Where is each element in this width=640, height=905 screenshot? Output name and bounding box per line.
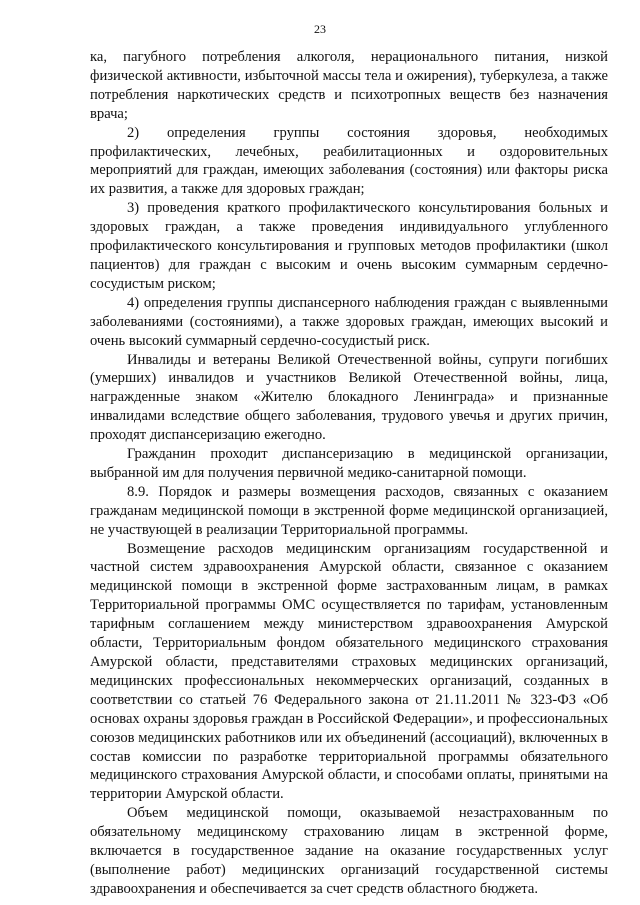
- paragraph-item-2: 2) определения группы состояния здоровья, необходимых профилактических, лечебных, реабилитационных и оздоровительных мероприятий для граждан, имеющих заболевания (состояния) или факторы риска их развития, а также для здоровых граждан;: [90, 124, 608, 198]
- paragraph-citizen: Гражданин проходит диспансеризацию в медицинской организации, выбранной им для получения первичной медико-санитарной помощи.: [90, 446, 608, 481]
- paragraph-item-4: 4) определения группы диспансерного наблюдения граждан с выявленными заболеваниями (состояниями), а также здоровых граждан, имеющих высокий и очень высокий суммарный сердечно-сосудистый риск.: [90, 294, 608, 349]
- paragraph-continued: ка, пагубного потребления алкоголя, нерационального питания, низкой физической активности, избыточной массы тела и ожирения), туберкулеза, а также потребления наркотических средств и психотропных веществ без назначения врача;: [90, 49, 608, 122]
- paragraph-item-3: 3) проведения краткого профилактического консультирования больных и здоровых граждан, а также проведения индивидуального углубленного профилактического консультирования и групповых методов профилактики (школ пациентов) для граждан с высоким и очень высоким суммарным сердечно-сосудистым риском;: [90, 200, 608, 292]
- page-number: 23: [314, 22, 326, 36]
- section-heading-8-9: 8.9. Порядок и размеры возмещения расходов, связанных с оказанием гражданам медицинской помощи в экстренной форме медицинской организацией, не участвующей в реализации Территориальной программы.: [90, 483, 608, 538]
- paragraph-veterans: Инвалиды и ветераны Великой Отечественной войны, супруги погибших (умерших) инвалидов и участников Великой Отечественной войны, лица, награжденные знаком «Жителю блокадного Ленинграда» и признанные инвалидами вследствие общего заболевания, трудового увечья и других причин, проходят диспансеризацию ежегодно.: [90, 351, 608, 444]
- page-body: [90, 48, 608, 899]
- paragraph-reimbursement: Возмещение расходов медицинским организациям государственной и частной систем здравоохранения Амурской области, связанное с оказанием медицинской помощи в экстренной форме застрахованным лицам, в рамках Территориальной программы ОМС осуществляется по тарифам, установленным тарифным соглашением между министерством здравоохранения Амурской области, Территориальным фондом обязательного медицинского страхования Амурской области, представителями страховых медицинских организаций, медицинских профессиональных некоммерческих организаций, созданных в соответствии со статьей 76 Федерального закона от 21.11.2011 № 323-ФЗ «Об основах охраны здоровья граждан в Российской Федерации», и профессиональных союзов медицинских работников или их объединений (ассоциаций), включенных в состав комиссии по разработке территориальной программы обязательного медицинского страхования Амурской области, и способами оплаты, принятыми на территории Амурской области.: [90, 540, 608, 803]
- paragraph-volume: Объем медицинской помощи, оказываемой незастрахованным по обязательному медицинскому страхованию лицам в экстренной форме, включается в государственное задание на оказание государственных услуг (выполнение работ) медицинских организаций государственной системы здравоохранения и обеспечивается за счет средств областного бюджета.: [90, 805, 608, 897]
